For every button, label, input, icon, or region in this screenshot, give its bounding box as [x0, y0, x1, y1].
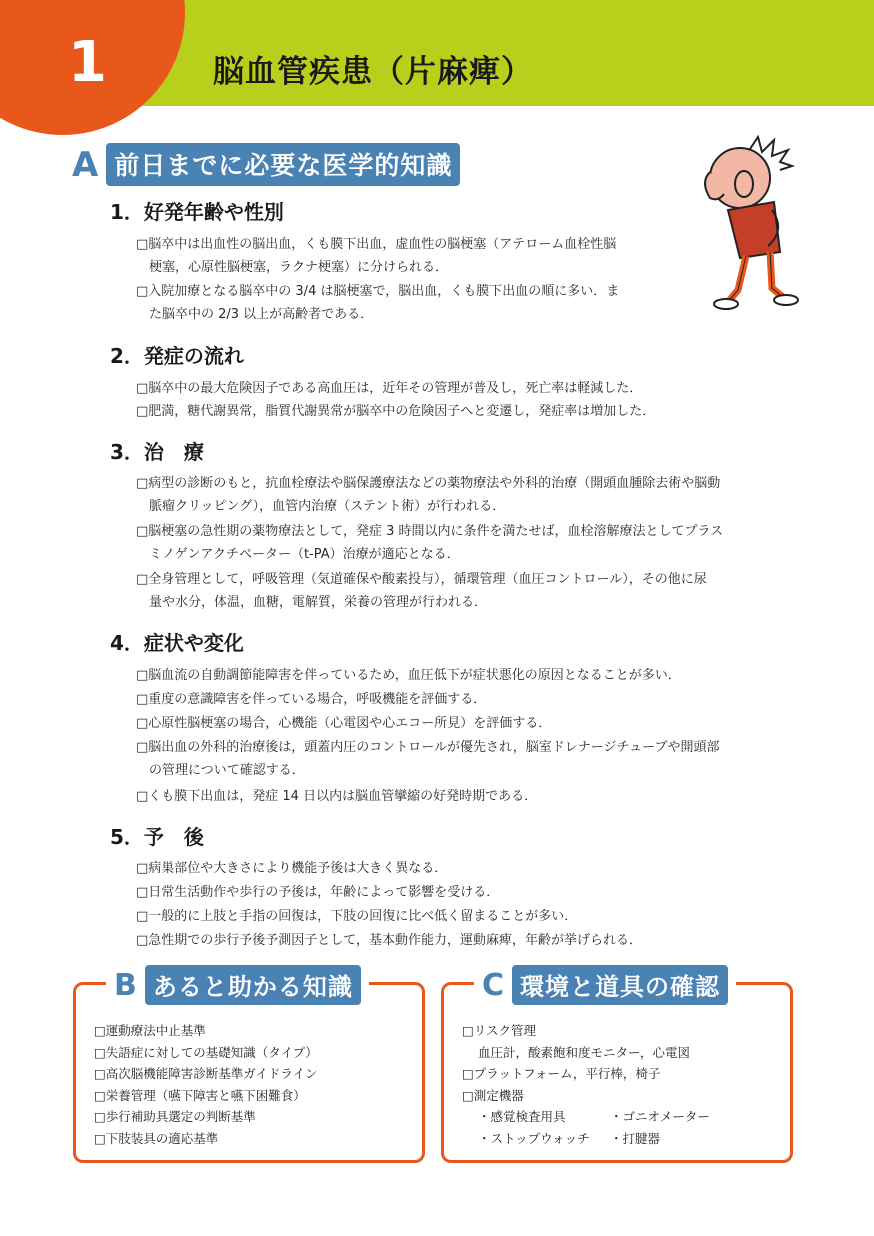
topic-4-heading: 4．症状や変化 [110, 631, 244, 655]
section-b-list [94, 1020, 318, 1149]
section-c-letter: C [482, 967, 505, 1003]
list-item: □歩行補助具選定の判断基準 [94, 1109, 256, 1124]
list-item [136, 664, 681, 687]
list-item: □プラットフォーム，平行棒，椅子 [462, 1066, 661, 1081]
item-line: た脳卒中の 2/3 以上が高齢者である． [149, 307, 374, 322]
list-item-detail: 血圧計，酸素飽和度モニター，心電図 [478, 1044, 691, 1060]
section-a-heading [72, 143, 460, 186]
list-item: □栄養管理（嚥下障害と嚥下困難食） [94, 1087, 306, 1103]
topic-2-heading: 2．発症の流れ [110, 344, 244, 368]
item-line: □日常生活動作や歩行の予後は，年齢によって影響を受ける． [136, 885, 500, 900]
item-line: □重度の意識障害を伴っている場合，呼吸機能を評価する． [136, 692, 487, 707]
list-item [136, 688, 486, 711]
thinking-character-illustration [688, 132, 818, 312]
measure-row [462, 1106, 710, 1128]
item-line: □くも膜下出血は，発症 14 日以内は脳血管攣縮の好発時期である． [136, 789, 538, 804]
measure-row [462, 1128, 710, 1150]
item-line: □心原性脳梗塞の場合，心機能（心電図や心エコー所見）を評価する． [136, 716, 552, 731]
list-item [136, 929, 642, 952]
list-item [136, 736, 720, 782]
section-b-letter: B [114, 967, 137, 1003]
section-a-label: 前日までに必要な医学的知識 [106, 143, 460, 186]
item-line: ミノゲンアクチベーター（t-PA）治療が適応となる． [149, 547, 460, 562]
section-a-letter: A [72, 144, 99, 185]
item-line: □病型の診断のもと，抗血栓療法や脳保護療法などの薬物療法や外科的治療（開頭血腫除去術や脳動 [136, 476, 721, 491]
list-item [136, 857, 447, 880]
item-line: の管理について確認する． [149, 763, 305, 778]
list-item [136, 881, 499, 904]
item-line: 梗塞，心原性脳梗塞，ラクナ梗塞）に分けられる． [149, 260, 449, 275]
item-line: □急性期での歩行予後予測因子として，基本動作能力，運動麻痺，年齢が挙げられる． [136, 933, 643, 948]
item-line: □脳出血の外科的治療後は，頭蓋内圧のコントロールが優先され，脳室ドレナージチューブや開頭部 [136, 740, 720, 755]
list-item: □失語症に対しての基礎知識（タイプ） [94, 1044, 318, 1060]
list-item: □運動療法中止基準 [94, 1023, 206, 1038]
item-line: □脳血流の自動調節能障害を伴っているため，血圧低下が症状悪化の原因となることが多い． [136, 668, 681, 683]
section-c-list [462, 1020, 710, 1149]
topic-3-heading: 3．治 療 [110, 440, 204, 464]
measure-item: ・打腱器 [610, 1130, 661, 1146]
section-b-heading [106, 965, 369, 1005]
list-item [136, 905, 577, 928]
section-c-heading [474, 965, 736, 1005]
list-item [136, 712, 551, 735]
item-line: □全身管理として，呼吸管理（気道確保や酸素投与），循環管理（血圧コントロール），その他に尿 [136, 572, 707, 587]
item-line: □肥満，糖代謝異常，脂質代謝異常が脳卒中の危険因子へと変遷し，発症率は増加した． [136, 404, 656, 419]
list-item: □リスク管理 [462, 1023, 537, 1038]
section-b-label: あると助かる知識 [145, 965, 361, 1005]
list-item: □高次脳機能障害診断基準ガイドライン [94, 1066, 318, 1081]
measure-item: ・ゴニオメーター [610, 1109, 710, 1124]
topic-1-heading: 1．好発年齢や性別 [110, 200, 284, 224]
measure-item: ・感覚検査用具 [478, 1109, 566, 1124]
measure-item: ・ストップウォッチ [478, 1130, 590, 1146]
list-item [136, 400, 655, 423]
chapter-title: 脳血管疾患（片麻痺） [213, 54, 533, 90]
section-c-label: 環境と道具の確認 [512, 965, 728, 1005]
section-c-box [441, 967, 793, 1163]
section-b-box [73, 967, 425, 1163]
list-item [136, 785, 537, 808]
chapter-number: 1 [68, 30, 107, 95]
list-item [136, 472, 720, 518]
item-line: 量や水分，体温，血糖，電解質，栄養の管理が行われる． [149, 595, 488, 610]
list-item [136, 520, 723, 566]
list-item [136, 568, 707, 614]
list-item: □測定機器 [462, 1087, 524, 1103]
item-line: □脳梗塞の急性期の薬物療法として，発症 3 時間以内に条件を満たせば，血栓溶解療法としてプラス [136, 524, 724, 539]
list-item [136, 233, 616, 279]
list-item: □下肢装具の適応基準 [94, 1130, 219, 1146]
item-line: 脈瘤クリッピング），血管内治療（ステント術）が行われる． [149, 499, 506, 514]
item-line: □脳卒中の最大危険因子である高血圧は，近年その管理が普及し，死亡率は軽減した． [136, 381, 643, 396]
item-line: □病巣部位や大きさにより機能予後は大きく異なる． [136, 861, 448, 876]
list-item [136, 377, 642, 400]
item-line: □一般的に上肢と手指の回復は，下肢の回復に比べ低く留まることが多い． [136, 909, 578, 924]
list-item [136, 280, 619, 326]
item-line: □脳卒中は出血性の脳出血，くも膜下出血，虚血性の脳梗塞（アテローム血栓性脳 [136, 237, 617, 252]
topic-5-heading: 5．予 後 [110, 825, 204, 849]
item-line: □入院加療となる脳卒中の 3/4 は脳梗塞で，脳出血，くも膜下出血の順に多い．ま [136, 284, 620, 299]
